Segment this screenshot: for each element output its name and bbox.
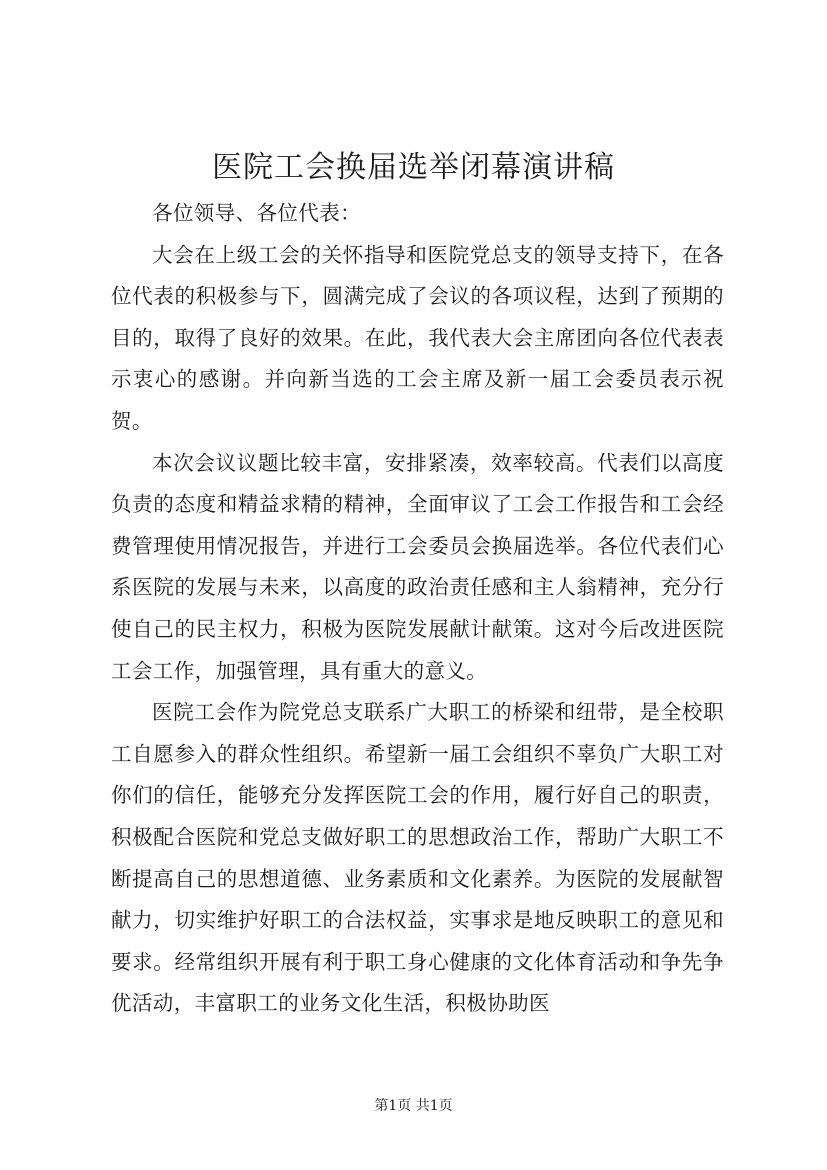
body-paragraph: 医院工会作为院党总支联系广大职工的桥梁和纽带，是全校职工自愿参入的群众性组织。希望新一届工会组织不辜负广大职工对你们的信任，能够充分发挥医院工会的作用，履行好自己的职责，积极配合医院和党总支做好职工的思想政治工作，帮助广大职工不断提高自己的思想道德、业务素质和文化素养。为医院的发展献智献力，切实维护好职工的合法权益，实事求是地反映职工的意见和要求。经常组织开展有利于职工身心健康的文化体育活动和争先争优活动，丰富职工的业务文化生活，积极协助医: [111, 700, 724, 1016]
document-body: [111, 193, 724, 1025]
salutation-paragraph: 各位领导、各位代表：: [152, 201, 361, 225]
document-title: 医院工会换届选举闭幕演讲稿: [212, 150, 615, 185]
page-footer: [0, 1096, 827, 1116]
body-paragraph: 本次会议议题比较丰富，安排紧凑，效率较高。代表们以高度负责的态度和精益求精的精神，全面审议了工会工作报告和工会经费管理使用情况报告，并进行工会委员会换届选举。各位代表们心系医院的发展与未来，以高度的政治责任感和主人翁精神，充分行使自己的民主权力，积极为医院发展献计献策。这对今后改进医院工会工作，加强管理，具有重大的意义。: [111, 450, 724, 683]
page-number: 第1页 共1页: [374, 1098, 453, 1114]
body-paragraph: 大会在上级工会的关怀指导和医院党总支的领导支持下，在各位代表的积极参与下，圆满完成了会议的各项议程，达到了预期的目的，取得了良好的效果。在此，我代表大会主席团向各位代表表示衷心的感谢。并向新当选的工会主席及新一届工会委员表示祝贺。: [111, 242, 724, 433]
